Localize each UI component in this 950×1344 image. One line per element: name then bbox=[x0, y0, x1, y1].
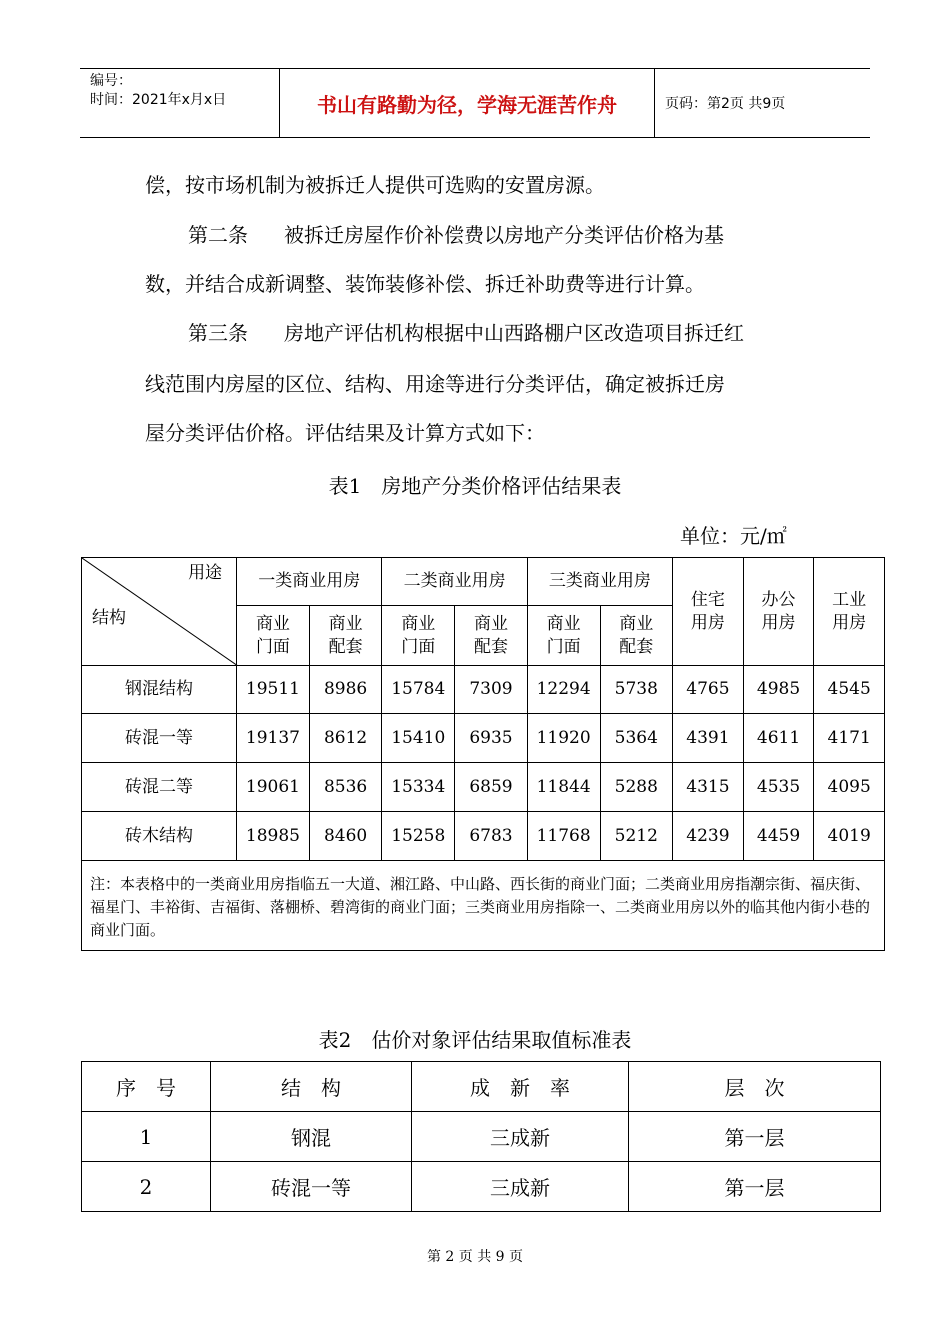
cell: 4315 bbox=[673, 763, 744, 812]
cell: 4545 bbox=[814, 666, 885, 714]
table2-header-row bbox=[82, 1062, 881, 1112]
cell: 11768 bbox=[527, 812, 600, 861]
header-floor: 层 次 bbox=[629, 1062, 881, 1112]
table-row bbox=[82, 1162, 881, 1212]
row-label: 钢混结构 bbox=[82, 666, 237, 714]
article-3-name: 第三条 bbox=[188, 321, 248, 345]
sub-header-1 bbox=[237, 606, 310, 666]
cell: 19061 bbox=[237, 763, 310, 812]
header-industrial bbox=[814, 558, 885, 666]
header-newness: 成 新 率 bbox=[412, 1062, 629, 1112]
table1-unit: 单位：元/㎡ bbox=[680, 524, 787, 548]
cell: 18985 bbox=[237, 812, 310, 861]
sub-header-5 bbox=[527, 606, 600, 666]
sub-header-1-line2: 门面 bbox=[255, 636, 290, 657]
table-row bbox=[82, 812, 885, 861]
table1-note: 注：本表格中的一类商业用房指临五一大道、湘江路、中山路、西长街的商业门面；二类商业用房指潮宗街、福庆街、福星门、丰裕街、吉福街、落棚桥、碧湾街的商业门面；三类商业用房指除一、二类商业用房以外的临其他内街小巷的商业门面。 bbox=[82, 861, 885, 951]
time-label: 时间：2021年x月x日 bbox=[90, 92, 227, 108]
corner-bottom-label: 结构 bbox=[92, 608, 126, 628]
sub-header-6 bbox=[600, 606, 673, 666]
sub-header-6-line1: 商业 bbox=[619, 613, 654, 634]
page-header bbox=[80, 68, 870, 138]
cell: 4095 bbox=[814, 763, 885, 812]
cell: 15410 bbox=[382, 714, 455, 763]
price-table bbox=[81, 557, 885, 951]
row-label: 砖混二等 bbox=[82, 763, 237, 812]
header-page-info: 页码：第2页 共9页 bbox=[665, 96, 786, 112]
cell: 4391 bbox=[673, 714, 744, 763]
cell: 6783 bbox=[455, 812, 528, 861]
sub-header-5-line2: 门面 bbox=[546, 636, 581, 657]
cell: 1 bbox=[82, 1112, 211, 1162]
table2-caption: 表2 估价对象评估结果取值标准表 bbox=[318, 1028, 632, 1052]
corner-top-label: 用途 bbox=[188, 563, 223, 583]
cell: 砖混一等 bbox=[211, 1162, 412, 1212]
header-industrial-line2: 用房 bbox=[832, 612, 867, 633]
article-3-line-3: 屋分类评估价格。评估结果及计算方式如下： bbox=[145, 421, 545, 445]
table-row bbox=[82, 714, 885, 763]
cell: 15258 bbox=[382, 812, 455, 861]
cell: 5364 bbox=[600, 714, 673, 763]
sub-header-2-line1: 商业 bbox=[328, 613, 363, 634]
row-label: 砖木结构 bbox=[82, 812, 237, 861]
cell: 8612 bbox=[309, 714, 382, 763]
sub-header-1-line1: 商业 bbox=[255, 613, 290, 634]
article-3-line-2: 线范围内房屋的区位、结构、用途等进行分类评估，确定被拆迁房 bbox=[145, 372, 725, 396]
sub-header-3-line2: 门面 bbox=[401, 636, 436, 657]
group-header-2: 二类商业用房 bbox=[382, 558, 527, 606]
cell: 4019 bbox=[814, 812, 885, 861]
cell: 4765 bbox=[673, 666, 744, 714]
article-2-line-1: 被拆迁房屋作价补偿费以房地产分类评估价格为基 bbox=[284, 223, 724, 247]
table-row bbox=[82, 763, 885, 812]
cell: 8986 bbox=[309, 666, 382, 714]
group-header-3: 三类商业用房 bbox=[527, 558, 672, 606]
sub-header-5-line1: 商业 bbox=[546, 613, 581, 634]
standard-table bbox=[81, 1061, 881, 1212]
row-label: 砖混一等 bbox=[82, 714, 237, 763]
cell: 4611 bbox=[743, 714, 814, 763]
header-residential-line2: 用房 bbox=[690, 612, 725, 633]
sub-header-4-line2: 配套 bbox=[473, 636, 508, 657]
sub-header-4 bbox=[455, 606, 528, 666]
cell: 11920 bbox=[527, 714, 600, 763]
article-3-line-1: 房地产评估机构根据中山西路棚户区改造项目拆迁红 bbox=[284, 321, 744, 345]
article-2-name: 第二条 bbox=[188, 223, 248, 247]
header-residential bbox=[673, 558, 744, 666]
cell: 12294 bbox=[527, 666, 600, 714]
article-2-line-2: 数，并结合成新调整、装饰装修补偿、拆迁补助费等进行计算。 bbox=[145, 272, 705, 296]
cell: 8536 bbox=[309, 763, 382, 812]
cell: 4535 bbox=[743, 763, 814, 812]
article-3 bbox=[188, 321, 848, 345]
cell: 19137 bbox=[237, 714, 310, 763]
cell: 6935 bbox=[455, 714, 528, 763]
number-label: 编号： bbox=[90, 73, 132, 89]
header-structure: 结 构 bbox=[211, 1062, 412, 1112]
sub-header-2-line2: 配套 bbox=[328, 636, 363, 657]
cell: 4239 bbox=[673, 812, 744, 861]
cell: 2 bbox=[82, 1162, 211, 1212]
cell: 钢混 bbox=[211, 1112, 412, 1162]
cell: 4985 bbox=[743, 666, 814, 714]
cell: 5288 bbox=[600, 763, 673, 812]
cell: 第一层 bbox=[629, 1112, 881, 1162]
header-office-line2: 用房 bbox=[761, 612, 796, 633]
sub-header-4-line1: 商业 bbox=[473, 613, 508, 634]
sub-header-3-line1: 商业 bbox=[401, 613, 436, 634]
cell: 三成新 bbox=[412, 1162, 629, 1212]
header-seq: 序 号 bbox=[82, 1062, 211, 1112]
cell: 5212 bbox=[600, 812, 673, 861]
header-industrial-line1: 工业 bbox=[832, 589, 867, 610]
cell: 19511 bbox=[237, 666, 310, 714]
header-motto: 书山有路勤为径，学海无涯苦作舟 bbox=[280, 69, 655, 137]
table-row bbox=[82, 1112, 881, 1162]
table1-caption: 表1 房地产分类价格评估结果表 bbox=[328, 474, 622, 498]
header-residential-line1: 住宅 bbox=[690, 589, 725, 610]
page-footer: 第 2 页 共 9 页 bbox=[426, 1249, 524, 1265]
cell: 6859 bbox=[455, 763, 528, 812]
cell: 5738 bbox=[600, 666, 673, 714]
header-office-line1: 办公 bbox=[761, 589, 796, 610]
group-header-1: 一类商业用房 bbox=[237, 558, 382, 606]
sub-header-2 bbox=[309, 606, 382, 666]
cell: 7309 bbox=[455, 666, 528, 714]
cell: 11844 bbox=[527, 763, 600, 812]
sub-header-3 bbox=[382, 606, 455, 666]
cell: 第一层 bbox=[629, 1162, 881, 1212]
cell: 三成新 bbox=[412, 1112, 629, 1162]
cell: 15784 bbox=[382, 666, 455, 714]
table-row bbox=[82, 666, 885, 714]
header-meta bbox=[80, 69, 280, 137]
sub-header-6-line2: 配套 bbox=[619, 636, 654, 657]
header-office bbox=[743, 558, 814, 666]
cell: 15334 bbox=[382, 763, 455, 812]
cell: 4171 bbox=[814, 714, 885, 763]
article-2 bbox=[188, 223, 848, 247]
cell: 4459 bbox=[743, 812, 814, 861]
body-line-1: 偿，按市场机制为被拆迁人提供可选购的安置房源。 bbox=[145, 173, 605, 197]
corner-cell bbox=[82, 558, 237, 666]
cell: 8460 bbox=[309, 812, 382, 861]
